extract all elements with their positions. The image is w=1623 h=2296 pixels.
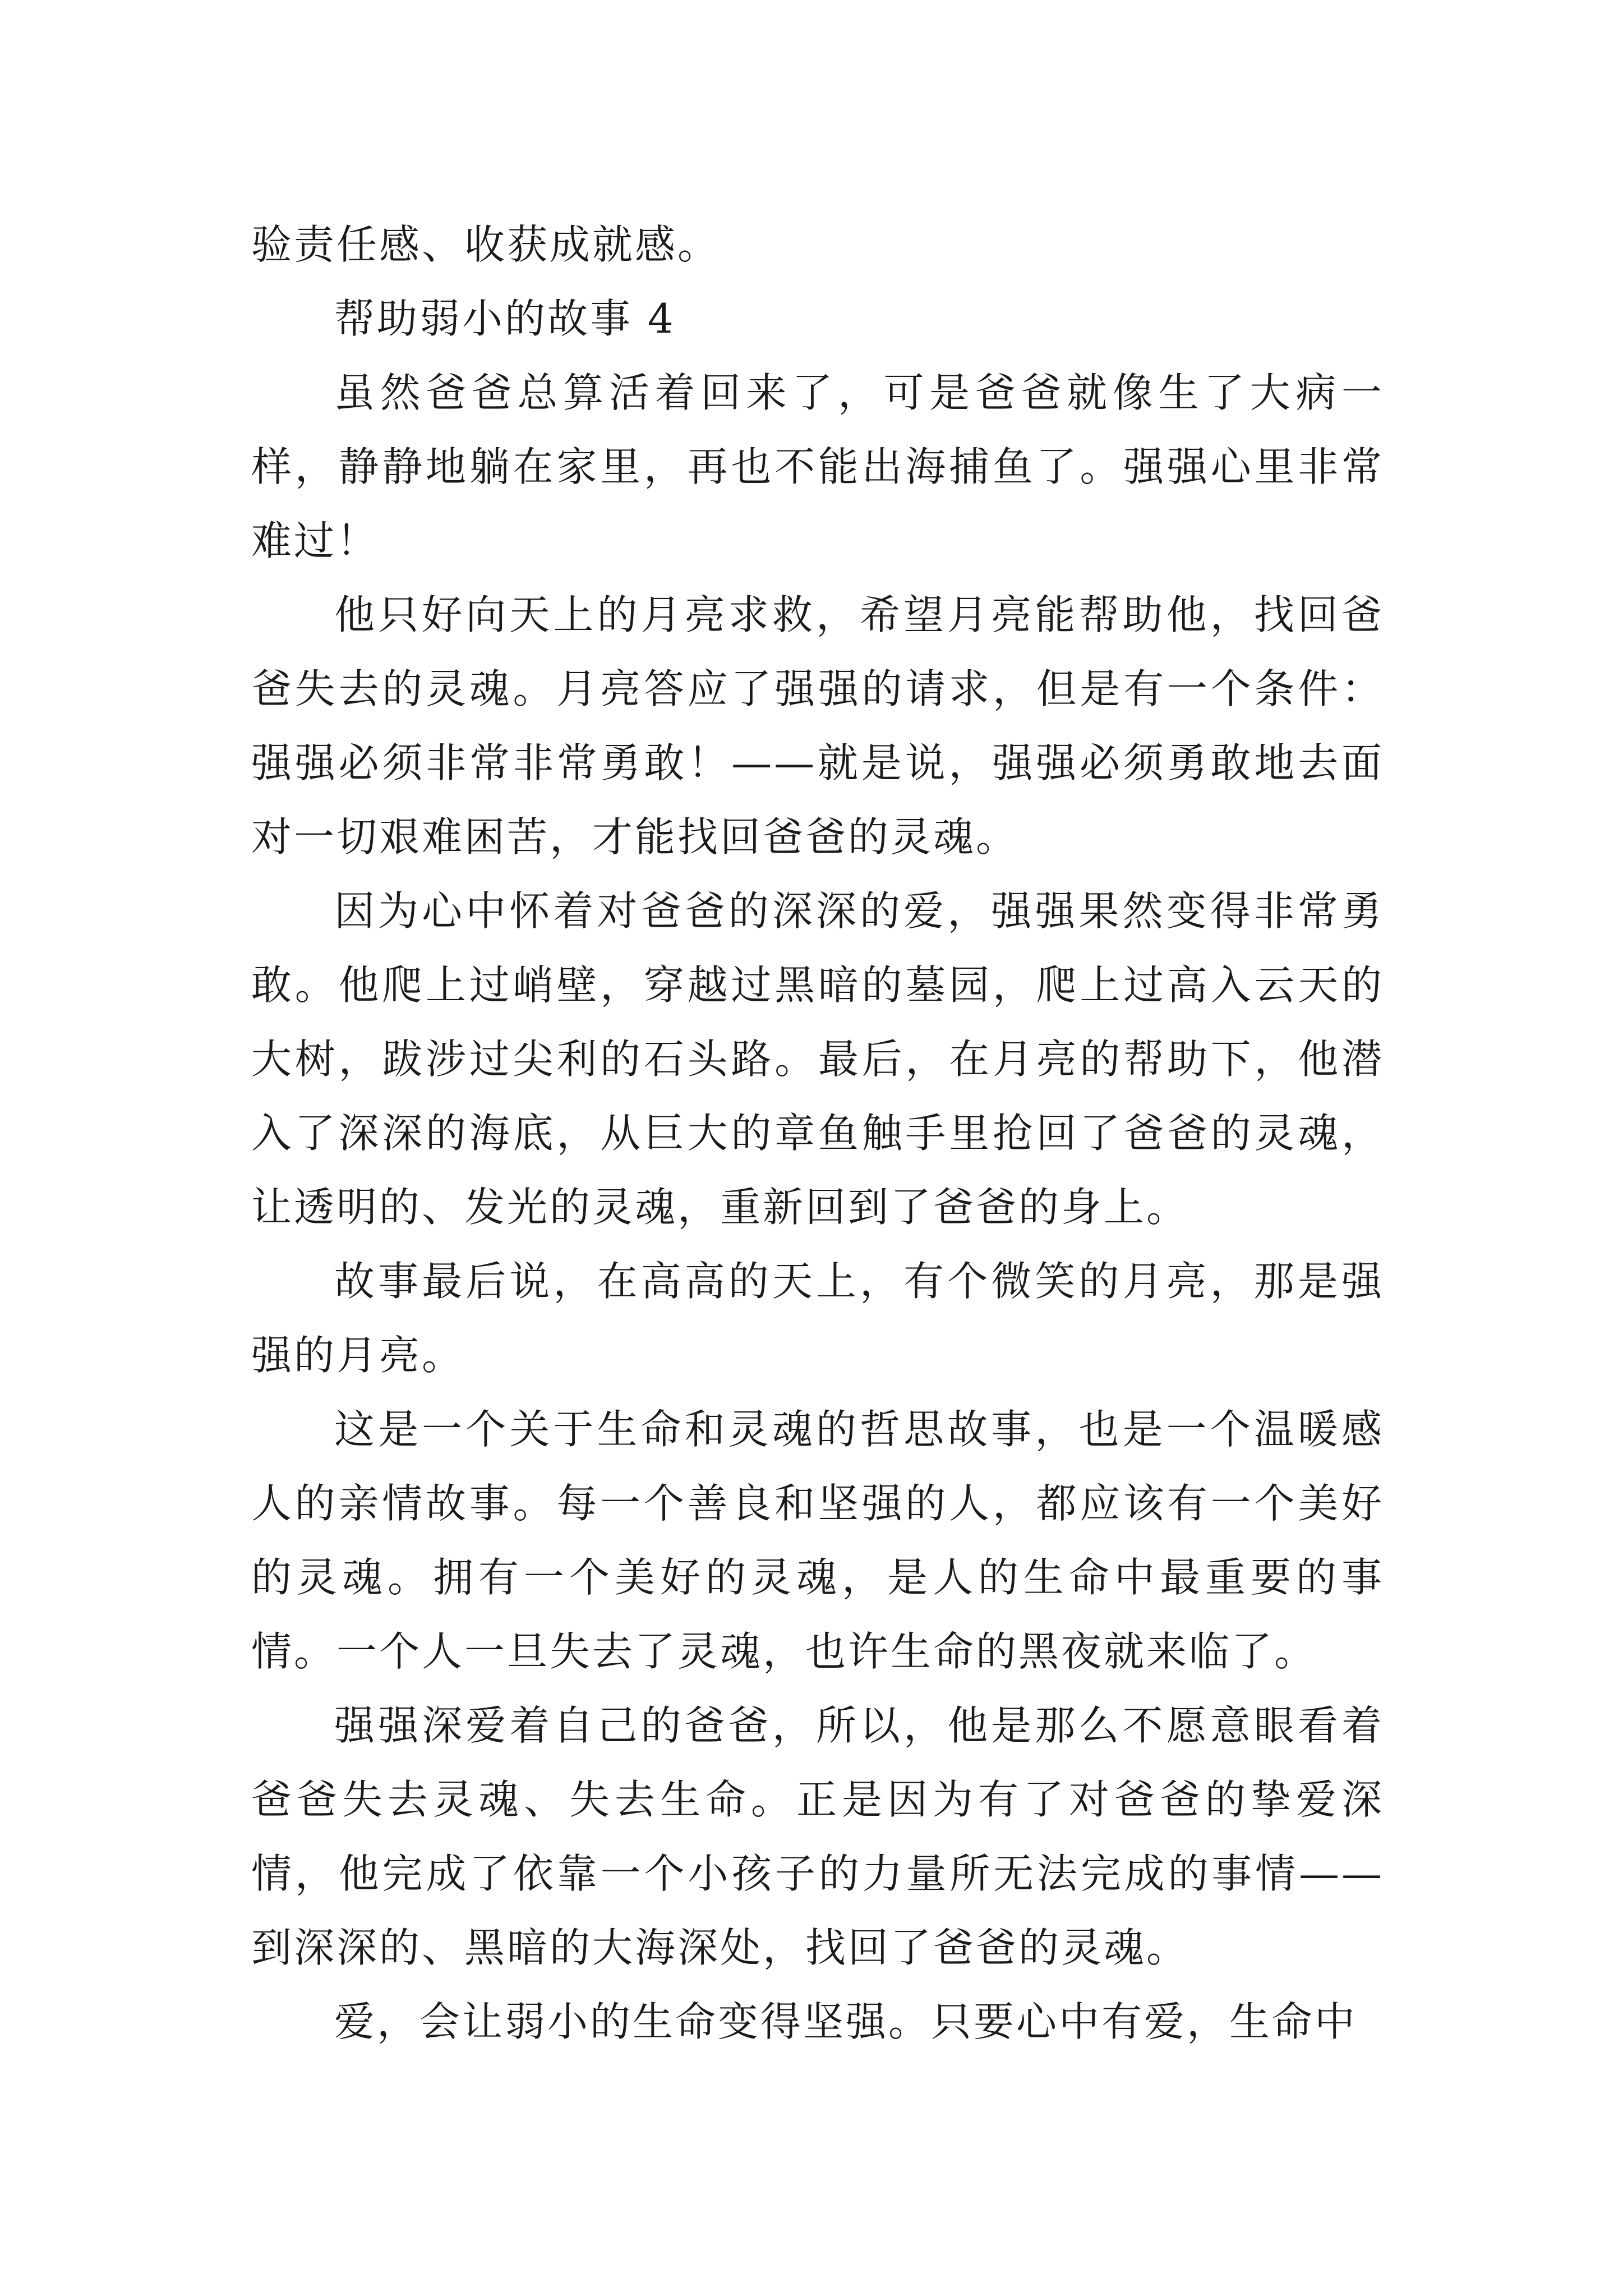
paragraph: 这是一个关于生命和灵魂的哲思故事，也是一个温暖感人的亲情故事。每一个善良和坚强的人，都应该有一个美好的灵魂。拥有一个美好的灵魂，是人的生命中最重要的事情。一个人一旦失去了灵魂，也许生命的黑夜就来临了。 [251,1406,1384,1675]
section-heading: 帮助弱小的故事 4 [334,295,676,342]
paragraph: 爱，会让弱小的生命变得坚强。只要心中有爱，生命中 [334,1998,1358,2045]
paragraph: 故事最后说，在高高的天上，有个微笑的月亮，那是强强的月亮。 [251,1258,1384,1379]
paragraph: 因为心中怀着对爸爸的深深的爱，强强果然变得非常勇敢。他爬上过峭壁，穿越过黑暗的墓园，爬上过高入云天的大树，跋涉过尖利的石头路。最后，在月亮的帮助下，他潜入了深深的海底，从巨大的章鱼触手里抢回了爸爸的灵魂，让透明的、发光的灵魂，重新回到了爸爸的身上。 [251,887,1384,1231]
paragraph: 虽然爸爸总算活着回来了，可是爸爸就像生了大病一样，静静地躺在家里，再也不能出海捕鱼了。强强心里非常难过！ [251,369,1384,564]
paragraph: 他只好向天上的月亮求救，希望月亮能帮助他，找回爸爸失去的灵魂。月亮答应了强强的请求，但是有一个条件：强强必须非常非常勇敢！——就是说，强强必须勇敢地去面对一切艰难困苦，才能找回爸爸的灵魂。 [251,591,1384,861]
body-text [251,208,1384,2059]
paragraph-continuation: 验责任感、收获成就感。 [251,221,721,268]
paragraph: 强强深爱着自己的爸爸，所以，他是那么不愿意眼看着爸爸失去灵魂、失去生命。正是因为有了对爸爸的挚爱深情，他完成了依靠一个小孩子的力量所无法完成的事情——到深深的、黑暗的大海深处，找回了爸爸的灵魂。 [251,1702,1384,1971]
